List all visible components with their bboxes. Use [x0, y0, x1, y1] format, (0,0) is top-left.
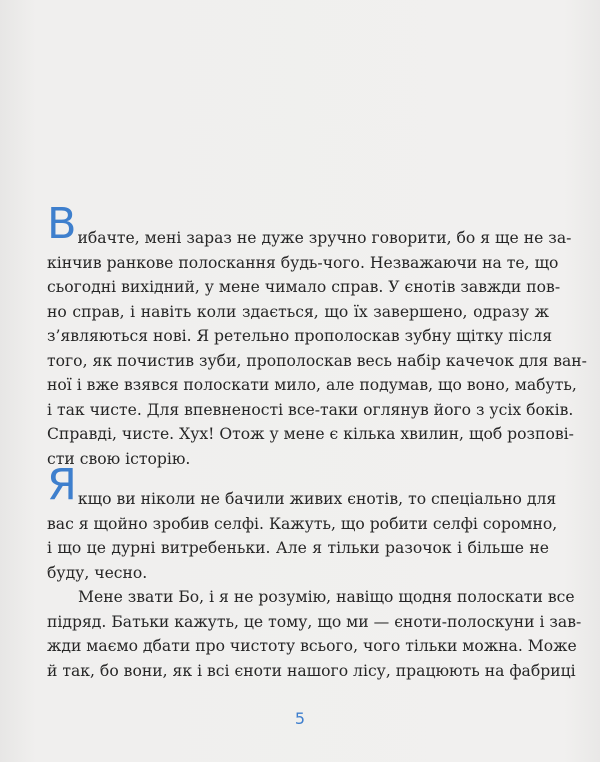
text-line: Мене звати Бо, і я не розумію, навіщо щодня полоскати все	[78, 588, 575, 606]
text-line: й так, бо вони, як і всі єноти нашого лісу, працюють на фабриці	[47, 661, 576, 680]
text-line: з’являються нові. Я ретельно прополоскав зубну щітку після	[47, 327, 553, 345]
text-line: і так чисте. Для впевненості все-таки оглянув його з усіх боків.	[47, 400, 574, 419]
drop-cap: В	[47, 199, 77, 249]
text-line: Справді, чисте. Хух! Отож у мене є кілька хвилин, щоб розпові-	[47, 425, 574, 443]
paragraph-intro	[47, 199, 587, 471]
text-line: і що це дурні витребеньки. Але я тільки разочок і більше не	[47, 539, 549, 557]
text-line: Якщо ви ніколи не бачили живих єнотів, то спеціально для	[47, 460, 557, 510]
text-line: вас я щойно зробив селфі. Кажуть, що робити селфі соромно,	[47, 514, 558, 533]
text-line: ної і вже взявся полоскати мило, але подумав, що воно, мабуть,	[47, 376, 577, 394]
text-line: кінчив ранкове полоскання будь-чого. Незважаючи на те, що	[47, 253, 559, 272]
text-line: того, як почистив зуби, прополоскав весь набір качечок для ван-	[47, 351, 587, 370]
paragraph-selfie	[47, 460, 582, 683]
text-line: сьогодні вихідний, у мене чимало справ. У єнотів завжди пов-	[47, 278, 561, 296]
drop-cap: Я	[47, 460, 77, 510]
text-line: но справ, і навіть коли здається, що їх завершено, одразу ж	[47, 302, 549, 321]
text-line: буду, чесно.	[47, 563, 148, 582]
text-line: жди маємо дбати про чистоту всього, чого тільки можна. Може	[47, 637, 577, 655]
text-line: сти свою історію.	[47, 449, 191, 468]
text-line: Вибачте, мені зараз не дуже зручно говорити, бо я ще не за-	[47, 199, 572, 249]
text-line: підряд. Батьки кажуть, це тому, що ми — єноти-полоскуни і зав-	[47, 612, 582, 631]
page-number: 5	[294, 709, 306, 728]
